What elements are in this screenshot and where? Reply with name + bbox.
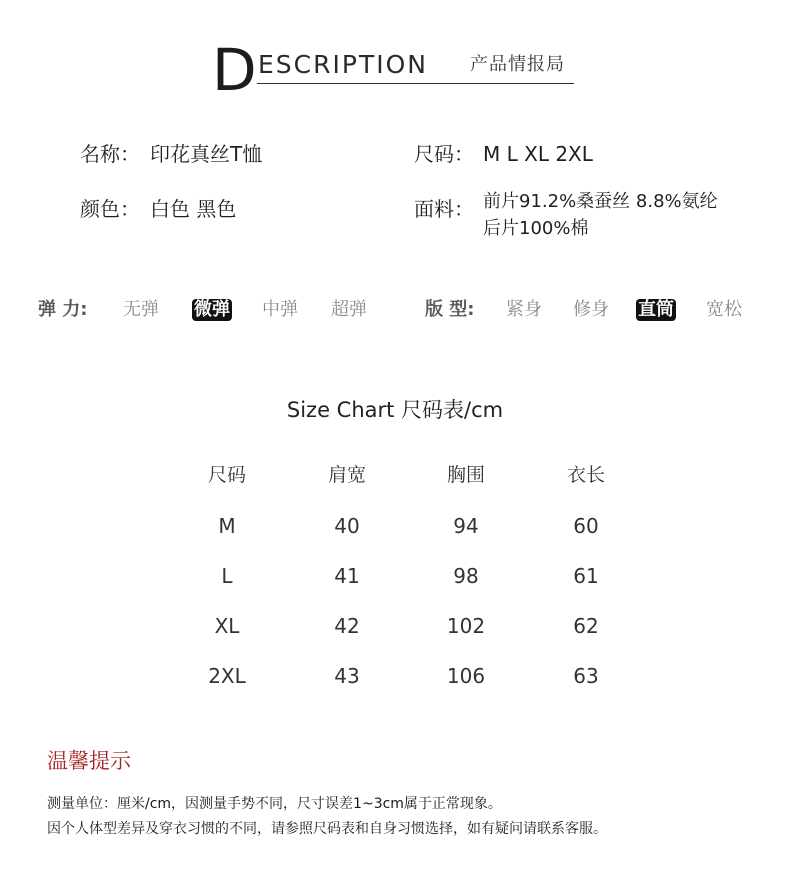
size-chart-cell: 40	[334, 514, 360, 538]
color-label: 颜色：	[80, 197, 140, 221]
color-value: 白色 黑色	[150, 197, 237, 221]
fit-option-slim: 修身	[573, 299, 609, 320]
elasticity-option-slight-selected: 微弹	[194, 299, 230, 320]
size-chart-header: 肩宽	[327, 464, 366, 486]
size-chart-cell: 43	[334, 664, 360, 688]
size-chart-cell: L	[221, 564, 233, 588]
size-chart-cell: 98	[453, 564, 479, 588]
fabric-label: 面料：	[414, 197, 474, 221]
tip-line-body-type: 因个人体型差异及穿衣习惯的不同，请参照尺码表和自身习惯选择，如有疑问请联系客服。	[47, 821, 607, 837]
size-chart-cell: 41	[334, 564, 360, 588]
size-chart-header: 胸围	[446, 464, 485, 486]
fit-label: 版 型:	[425, 299, 475, 320]
size-chart-cell: 63	[573, 664, 599, 688]
fit-option-loose: 宽松	[706, 299, 742, 320]
tip-line-measurement: 测量单位：厘米/cm，因测量手势不同，尺寸误差1~3cm属于正常现象。	[47, 796, 502, 812]
elasticity-label: 弹 力:	[38, 299, 88, 320]
size-chart-cell: 60	[573, 514, 599, 538]
fabric-line-front: 前片91.2%桑蚕丝 8.8%氨纶	[483, 191, 718, 212]
header-underline	[257, 83, 574, 84]
elasticity-option-medium: 中弹	[262, 299, 298, 320]
header-initial-letter: D	[212, 36, 257, 104]
size-chart-cell: 61	[573, 564, 599, 588]
size-chart-header: 衣长	[566, 464, 605, 486]
tips-title: 温馨提示	[47, 749, 131, 773]
size-chart-cell: 62	[573, 614, 599, 638]
size-chart-cell: 94	[453, 514, 479, 538]
size-chart-cell: XL	[214, 614, 240, 638]
size-chart-cell: 106	[446, 664, 486, 688]
size-chart-cell: M	[218, 514, 236, 538]
header-title: ESCRIPTION	[258, 50, 428, 79]
size-chart-title: Size Chart 尺码表/cm	[286, 398, 504, 422]
fit-option-tight: 紧身	[506, 299, 542, 320]
elasticity-option-none: 无弹	[123, 299, 159, 320]
size-chart-cell: 102	[446, 614, 486, 638]
size-chart-cell: 2XL	[208, 664, 246, 688]
name-label: 名称：	[80, 142, 140, 166]
header-subtitle: 产品情报局	[470, 54, 565, 75]
fit-option-straight-selected: 直筒	[638, 299, 674, 320]
size-chart-cell: 42	[334, 614, 360, 638]
size-chart-header: 尺码	[207, 464, 246, 486]
name-value: 印花真丝T恤	[150, 142, 263, 166]
size-value: M L XL 2XL	[483, 142, 593, 166]
size-label: 尺码：	[414, 142, 474, 166]
elasticity-option-high: 超弹	[331, 299, 367, 320]
fabric-line-back: 后片100%棉	[483, 218, 589, 239]
